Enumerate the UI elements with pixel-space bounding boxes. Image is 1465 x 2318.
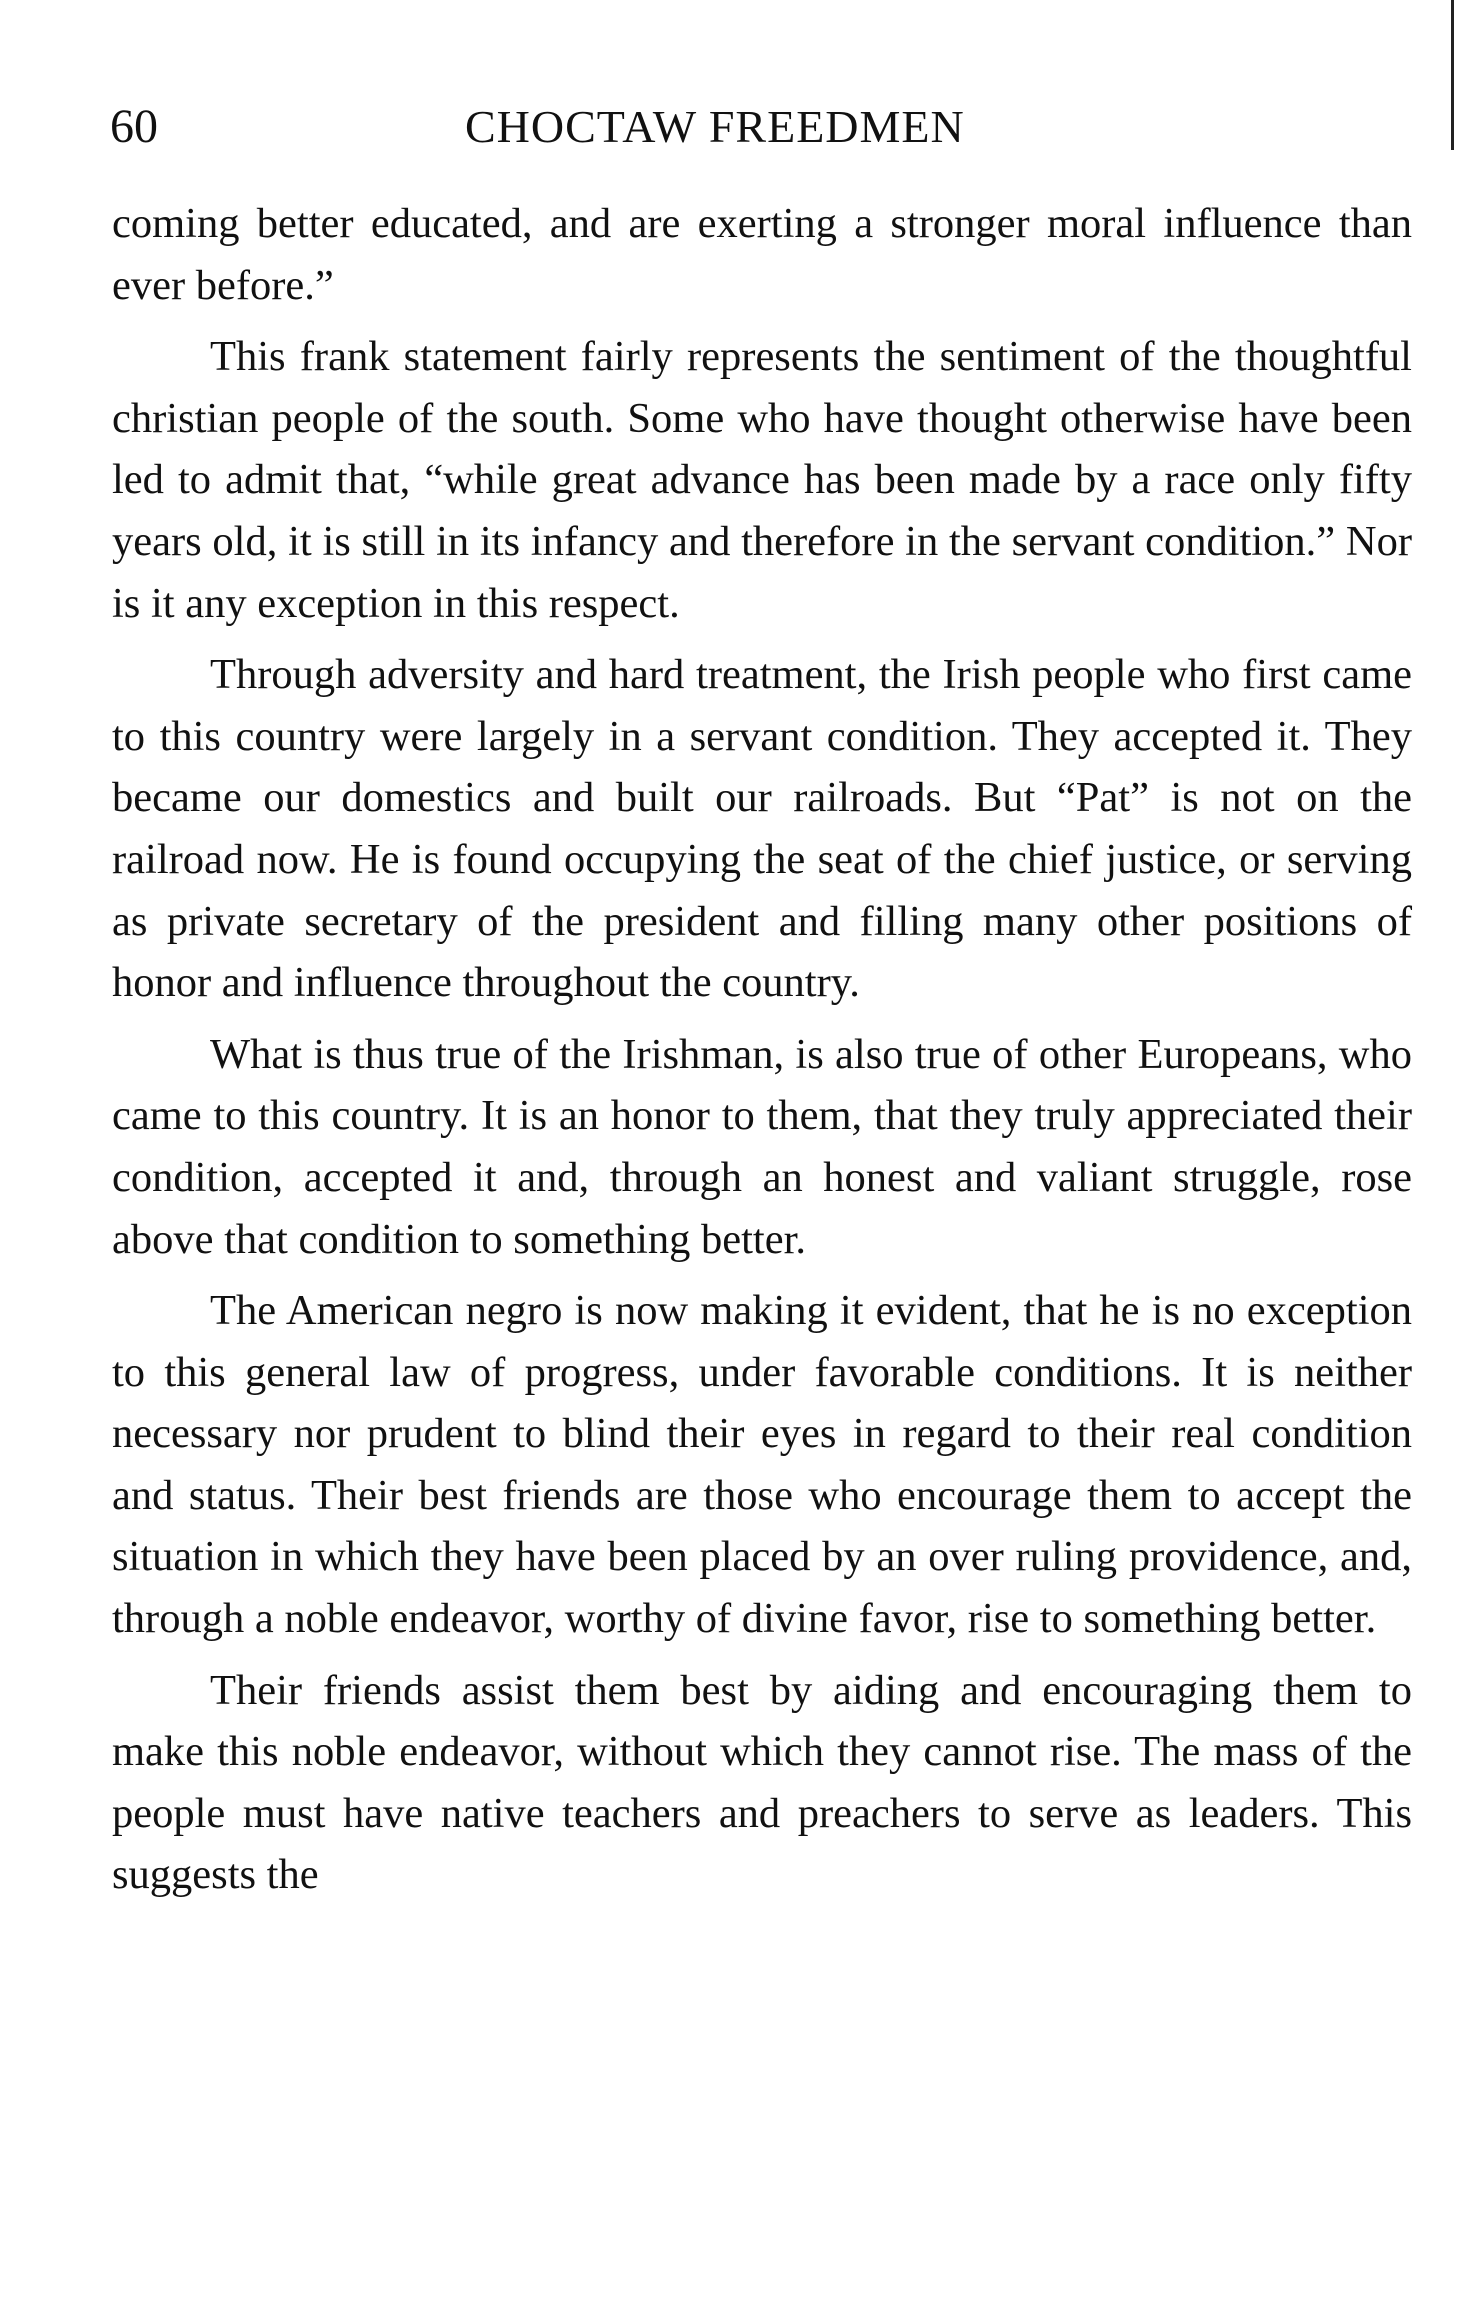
paragraph-continuation: coming better educated, and are exerting a stronger moral influence than ever before.” <box>112 200 1412 309</box>
paragraph: What is thus true of the Irishman, is also true of other Europeans, who came to this country. It is an honor to them, that they truly appreciated their condition, accepted it and, through an honest and valiant struggle, rose above that condition to something better. <box>112 1030 1412 1263</box>
paragraph: The American negro is now making it evident, that he is no exception to this general law of progress, under favorable conditions. It is neither necessary nor prudent to blind their eyes in regard to their real condition and status. Their best friends are those who encourage them to accept the situation in which they have been placed by an over ruling providence, and, through a noble endeavor, worthy of divine favor, rise to something better. <box>112 1287 1412 1643</box>
paragraph: Their friends assist them best by aiding and encouraging them to make this noble endeavor, without which they cannot rise. The mass of the people must have native teachers and preachers to serve as leaders. This suggests the <box>112 1666 1412 1899</box>
page-edge-line <box>1451 0 1454 150</box>
paragraph: Through adversity and hard treatment, the Irish people who first came to this country were largely in a servant condition. They accepted it. They became our domestics and built our railroads. But “Pat” is not on the railroad now. He is found occupying the seat of the chief justice, or serving as private secretary of the president and filling many other positions of honor and influence throughout the country. <box>112 651 1412 1007</box>
page-header <box>110 92 1400 162</box>
paragraph: This frank statement fairly represents the sentiment of the thoughtful christian people of the south. Some who have thought otherwise have been led to admit that, “while great advance has been made by a race only fifty years old, it is still in its infancy and therefore in the servant condition.” Nor is it any exception in this respect. <box>112 333 1412 627</box>
running-title: CHOCTAW FREEDMEN <box>465 101 965 152</box>
body-text <box>112 193 1412 1906</box>
page-number: 60 <box>110 100 158 153</box>
